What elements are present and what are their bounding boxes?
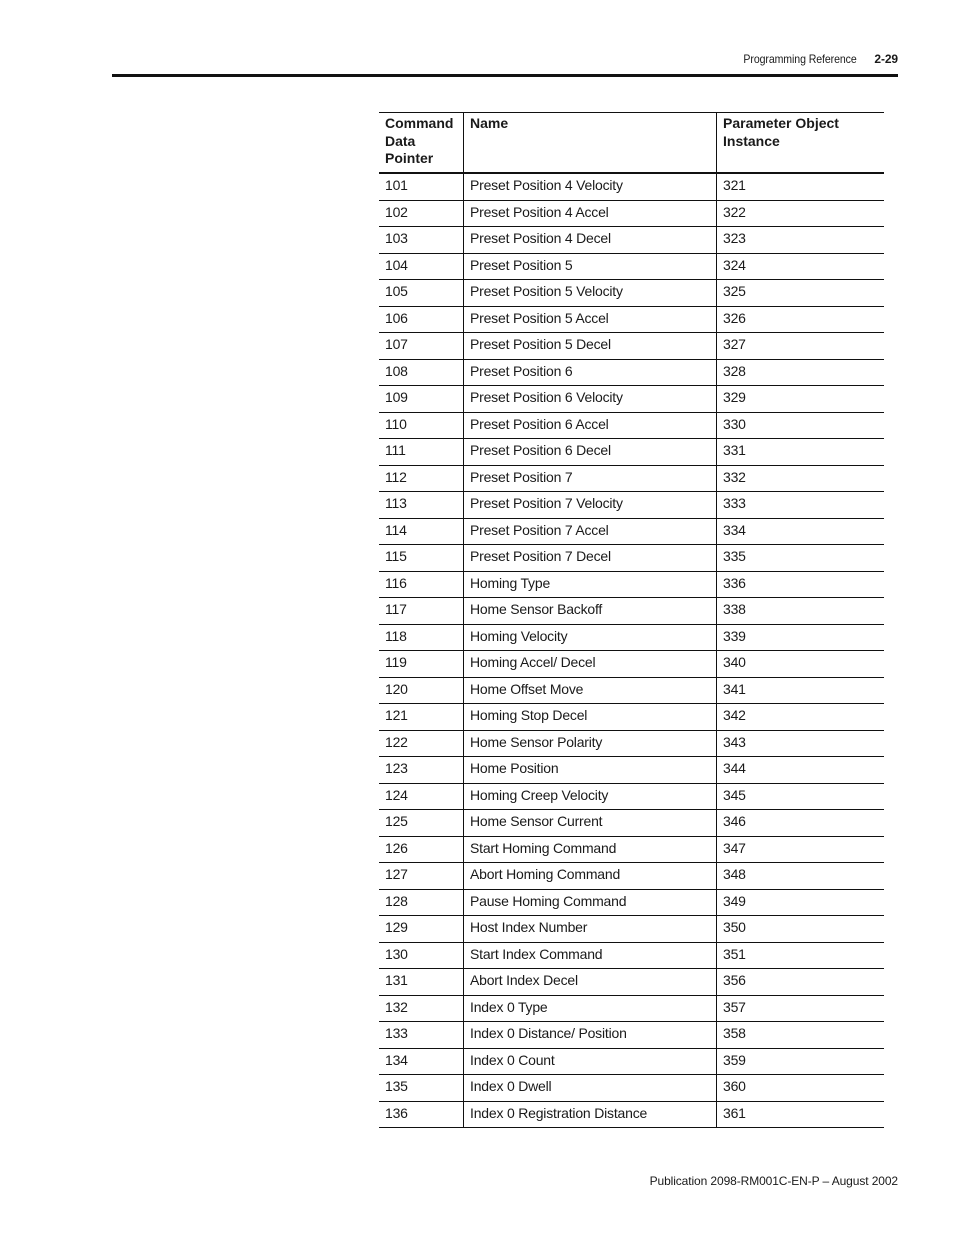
table-row <box>379 1101 884 1128</box>
cell-name: Preset Position 6 Accel <box>464 412 717 439</box>
cell-command-data-pointer: 116 <box>379 571 464 598</box>
table-row <box>379 253 884 280</box>
cell-command-data-pointer: 115 <box>379 545 464 572</box>
cell-parameter-object-instance: 329 <box>717 386 885 413</box>
table-row <box>379 545 884 572</box>
cell-name: Index 0 Distance/ Position <box>464 1022 717 1049</box>
cell-parameter-object-instance: 332 <box>717 465 885 492</box>
publication-footer: Publication 2098-RM001C-EN-P – August 2002 <box>649 1174 898 1188</box>
cell-name: Homing Type <box>464 571 717 598</box>
cell-command-data-pointer: 121 <box>379 704 464 731</box>
cell-name: Abort Homing Command <box>464 863 717 890</box>
cell-parameter-object-instance: 358 <box>717 1022 885 1049</box>
cell-parameter-object-instance: 342 <box>717 704 885 731</box>
cell-parameter-object-instance: 326 <box>717 306 885 333</box>
cell-parameter-object-instance: 359 <box>717 1048 885 1075</box>
table-header <box>379 113 884 174</box>
cell-name: Preset Position 5 Decel <box>464 333 717 360</box>
cell-name: Index 0 Count <box>464 1048 717 1075</box>
column-header-parameter-object-instance: Parameter Object Instance <box>717 113 885 174</box>
cell-name: Host Index Number <box>464 916 717 943</box>
cell-command-data-pointer: 104 <box>379 253 464 280</box>
cell-command-data-pointer: 108 <box>379 359 464 386</box>
cell-name: Preset Position 4 Velocity <box>464 173 717 200</box>
cell-command-data-pointer: 135 <box>379 1075 464 1102</box>
cell-command-data-pointer: 120 <box>379 677 464 704</box>
cell-name: Homing Velocity <box>464 624 717 651</box>
header-rule <box>112 74 898 77</box>
table-row <box>379 757 884 784</box>
cell-name: Preset Position 7 <box>464 465 717 492</box>
table-row <box>379 730 884 757</box>
column-header-name: Name <box>464 113 717 174</box>
table-row <box>379 518 884 545</box>
cell-parameter-object-instance: 339 <box>717 624 885 651</box>
cell-parameter-object-instance: 350 <box>717 916 885 943</box>
cell-name: Preset Position 4 Decel <box>464 227 717 254</box>
table-row <box>379 942 884 969</box>
table-row <box>379 227 884 254</box>
table-row <box>379 810 884 837</box>
table-row <box>379 492 884 519</box>
cell-name: Preset Position 5 <box>464 253 717 280</box>
table-row <box>379 704 884 731</box>
cell-parameter-object-instance: 327 <box>717 333 885 360</box>
table-row <box>379 969 884 996</box>
cell-name: Index 0 Type <box>464 995 717 1022</box>
cell-command-data-pointer: 128 <box>379 889 464 916</box>
cell-name: Home Sensor Backoff <box>464 598 717 625</box>
cell-parameter-object-instance: 345 <box>717 783 885 810</box>
cell-command-data-pointer: 130 <box>379 942 464 969</box>
cell-parameter-object-instance: 344 <box>717 757 885 784</box>
table-row <box>379 651 884 678</box>
cell-command-data-pointer: 129 <box>379 916 464 943</box>
cell-command-data-pointer: 125 <box>379 810 464 837</box>
cell-parameter-object-instance: 351 <box>717 942 885 969</box>
cell-command-data-pointer: 111 <box>379 439 464 466</box>
cell-parameter-object-instance: 322 <box>717 200 885 227</box>
cell-command-data-pointer: 103 <box>379 227 464 254</box>
cell-command-data-pointer: 102 <box>379 200 464 227</box>
section-title: Programming Reference <box>743 52 857 66</box>
table-row <box>379 173 884 200</box>
parameter-table <box>379 112 884 1128</box>
cell-command-data-pointer: 134 <box>379 1048 464 1075</box>
table-row <box>379 836 884 863</box>
cell-name: Preset Position 5 Velocity <box>464 280 717 307</box>
table-row <box>379 598 884 625</box>
cell-command-data-pointer: 133 <box>379 1022 464 1049</box>
cell-parameter-object-instance: 346 <box>717 810 885 837</box>
cell-name: Preset Position 7 Velocity <box>464 492 717 519</box>
cell-parameter-object-instance: 325 <box>717 280 885 307</box>
table-row <box>379 1022 884 1049</box>
table-body <box>379 173 884 1128</box>
cell-name: Start Index Command <box>464 942 717 969</box>
cell-parameter-object-instance: 347 <box>717 836 885 863</box>
table-row <box>379 306 884 333</box>
cell-name: Home Position <box>464 757 717 784</box>
cell-command-data-pointer: 105 <box>379 280 464 307</box>
table-row <box>379 889 884 916</box>
cell-command-data-pointer: 112 <box>379 465 464 492</box>
cell-name: Home Sensor Polarity <box>464 730 717 757</box>
table-row <box>379 280 884 307</box>
cell-parameter-object-instance: 340 <box>717 651 885 678</box>
cell-name: Abort Index Decel <box>464 969 717 996</box>
cell-name: Homing Accel/ Decel <box>464 651 717 678</box>
cell-parameter-object-instance: 357 <box>717 995 885 1022</box>
cell-name: Preset Position 6 Velocity <box>464 386 717 413</box>
table-row <box>379 439 884 466</box>
cell-parameter-object-instance: 335 <box>717 545 885 572</box>
cell-command-data-pointer: 114 <box>379 518 464 545</box>
cell-parameter-object-instance: 361 <box>717 1101 885 1128</box>
cell-parameter-object-instance: 334 <box>717 518 885 545</box>
cell-parameter-object-instance: 343 <box>717 730 885 757</box>
cell-name: Home Offset Move <box>464 677 717 704</box>
cell-name: Start Homing Command <box>464 836 717 863</box>
cell-parameter-object-instance: 324 <box>717 253 885 280</box>
table-row <box>379 863 884 890</box>
cell-name: Preset Position 7 Accel <box>464 518 717 545</box>
cell-name: Homing Stop Decel <box>464 704 717 731</box>
cell-command-data-pointer: 117 <box>379 598 464 625</box>
table-row <box>379 333 884 360</box>
column-header-command-data-pointer: Command Data Pointer <box>379 113 464 174</box>
cell-command-data-pointer: 118 <box>379 624 464 651</box>
cell-name: Index 0 Dwell <box>464 1075 717 1102</box>
cell-name: Preset Position 5 Accel <box>464 306 717 333</box>
cell-parameter-object-instance: 328 <box>717 359 885 386</box>
cell-parameter-object-instance: 336 <box>717 571 885 598</box>
cell-parameter-object-instance: 360 <box>717 1075 885 1102</box>
cell-parameter-object-instance: 349 <box>717 889 885 916</box>
cell-command-data-pointer: 131 <box>379 969 464 996</box>
table-row <box>379 571 884 598</box>
cell-command-data-pointer: 127 <box>379 863 464 890</box>
cell-name: Preset Position 6 Decel <box>464 439 717 466</box>
table-row <box>379 412 884 439</box>
cell-parameter-object-instance: 341 <box>717 677 885 704</box>
cell-name: Homing Creep Velocity <box>464 783 717 810</box>
table-row <box>379 783 884 810</box>
table-row <box>379 677 884 704</box>
cell-name: Index 0 Registration Distance <box>464 1101 717 1128</box>
table-row <box>379 1048 884 1075</box>
cell-command-data-pointer: 113 <box>379 492 464 519</box>
cell-parameter-object-instance: 356 <box>717 969 885 996</box>
cell-parameter-object-instance: 348 <box>717 863 885 890</box>
table-row <box>379 916 884 943</box>
cell-parameter-object-instance: 330 <box>717 412 885 439</box>
table-row <box>379 200 884 227</box>
cell-name: Pause Homing Command <box>464 889 717 916</box>
cell-command-data-pointer: 107 <box>379 333 464 360</box>
table-row <box>379 359 884 386</box>
table-row <box>379 995 884 1022</box>
cell-parameter-object-instance: 333 <box>717 492 885 519</box>
table-header-row <box>379 113 884 174</box>
cell-command-data-pointer: 109 <box>379 386 464 413</box>
cell-command-data-pointer: 136 <box>379 1101 464 1128</box>
cell-parameter-object-instance: 338 <box>717 598 885 625</box>
running-header <box>728 52 898 66</box>
cell-command-data-pointer: 126 <box>379 836 464 863</box>
cell-parameter-object-instance: 321 <box>717 173 885 200</box>
cell-command-data-pointer: 122 <box>379 730 464 757</box>
cell-command-data-pointer: 119 <box>379 651 464 678</box>
cell-command-data-pointer: 106 <box>379 306 464 333</box>
cell-name: Preset Position 7 Decel <box>464 545 717 572</box>
table-row <box>379 465 884 492</box>
cell-parameter-object-instance: 323 <box>717 227 885 254</box>
cell-name: Home Sensor Current <box>464 810 717 837</box>
cell-command-data-pointer: 132 <box>379 995 464 1022</box>
table-row <box>379 1075 884 1102</box>
cell-name: Preset Position 6 <box>464 359 717 386</box>
table-row <box>379 624 884 651</box>
cell-parameter-object-instance: 331 <box>717 439 885 466</box>
cell-name: Preset Position 4 Accel <box>464 200 717 227</box>
cell-command-data-pointer: 101 <box>379 173 464 200</box>
page-number: 2-29 <box>874 52 898 66</box>
cell-command-data-pointer: 110 <box>379 412 464 439</box>
cell-command-data-pointer: 124 <box>379 783 464 810</box>
table-row <box>379 386 884 413</box>
cell-command-data-pointer: 123 <box>379 757 464 784</box>
